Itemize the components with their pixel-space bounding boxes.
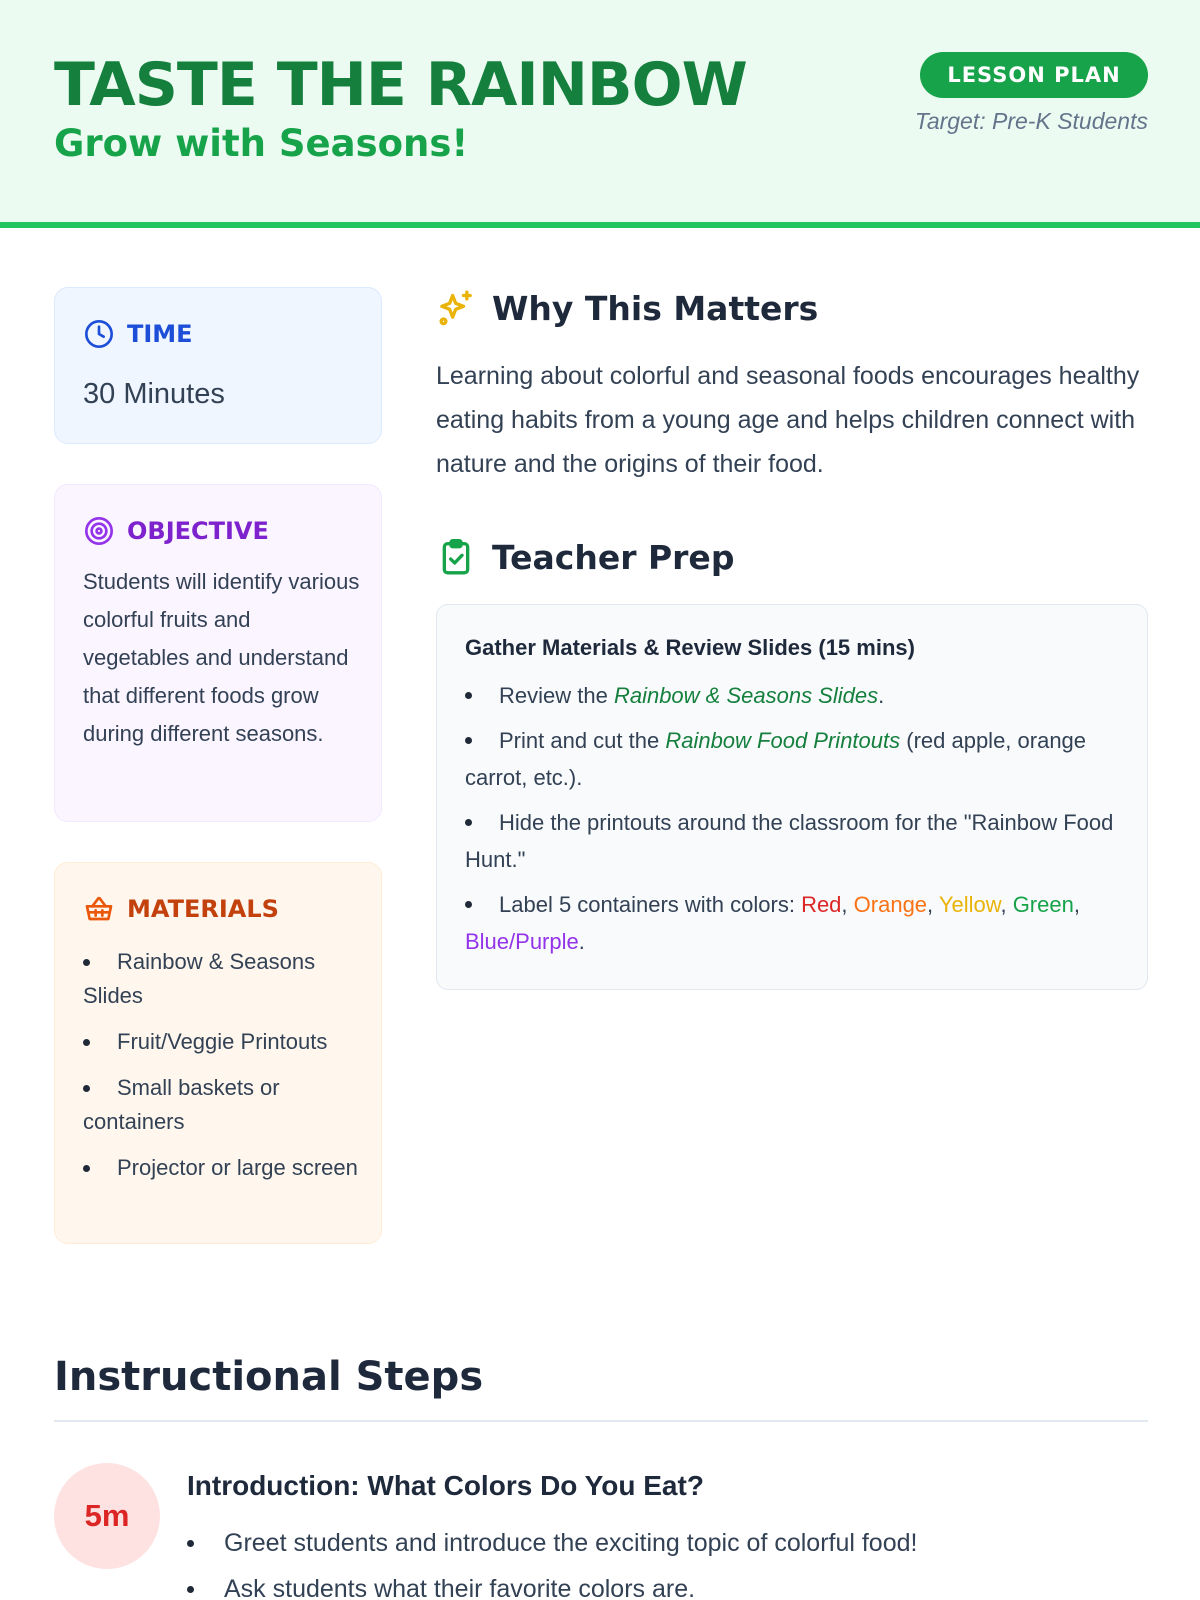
list-item-text: (red apple, orange carrot, etc.). [465,728,1087,790]
list-item [465,722,1125,796]
slides-link[interactable]: Rainbow & Seasons Slides [613,683,879,708]
lesson-title: TASTE THE RAINBOW [54,50,747,120]
target-icon [83,515,115,547]
list-item: Small baskets or containers [83,1071,363,1139]
list-item-text: Review the [499,683,614,708]
list-item-text: Label 5 containers with colors: [499,892,802,917]
color-orange: Orange [853,892,928,917]
printouts-link[interactable]: Rainbow Food Printouts [665,728,901,753]
clock-icon [83,318,115,350]
time-label: TIME [127,320,193,348]
step-duration-badge: 5m [54,1463,160,1569]
color-blue-purple: Blue/Purple [465,929,579,954]
list-item [465,886,1125,960]
list-item: Greet students and introduce the exciting topic of colorful food! [187,1523,1147,1563]
separator: , [927,892,939,917]
color-red: Red [801,892,842,917]
clipboard-check-icon [436,537,476,577]
objective-card [54,484,382,822]
list-item-text: . [578,929,585,954]
objective-label: OBJECTIVE [127,517,269,545]
lesson-plan-badge: LESSON PLAN [920,52,1148,98]
list-item: Projector or large screen [83,1151,363,1185]
step-title: Introduction: What Colors Do You Eat? [187,1470,704,1501]
separator: , [1073,892,1080,917]
list-item-text: . [878,683,885,708]
list-item: Rainbow & Seasons Slides [83,945,363,1013]
lesson-subtitle: Grow with Seasons! [54,122,469,165]
prep-heading-text: Teacher Prep [492,537,735,577]
prep-list [465,677,1125,968]
materials-card-header [83,893,279,925]
color-green: Green [1012,892,1074,917]
instructional-steps-heading: Instructional Steps [54,1354,484,1400]
time-card-header [83,318,193,350]
separator: , [841,892,854,917]
separator: , [1000,892,1013,917]
list-item-text: Print and cut the [499,728,666,753]
list-item: Ask students what their favorite colors are. [187,1569,1147,1600]
objective-card-header [83,515,269,547]
divider [54,1420,1148,1422]
list-item: Hide the printouts around the classroom for the "Rainbow Food Hunt." [465,804,1125,878]
time-value: 30 Minutes [83,378,225,410]
list-item [465,677,1125,714]
target-audience: Target: Pre-K Students [914,108,1148,134]
lesson-header [0,0,1200,228]
objective-text: Students will identify various colorful fruits and vegetables and understand that different foods grow during different seasons. [83,569,360,746]
why-text: Learning about colorful and seasonal foods encourages healthy eating habits from a young age and helps children connect with nature and the origins of their food. [436,362,1140,478]
materials-label: MATERIALS [127,895,279,923]
teacher-prep-heading [436,537,734,577]
step-bullets [187,1523,1147,1600]
why-this-matters-heading [436,288,818,328]
prep-box-title: Gather Materials & Review Slides (15 mins) [465,635,915,660]
materials-list [83,945,363,1197]
teacher-prep-box [436,604,1148,990]
why-heading-text: Why This Matters [492,288,819,328]
time-card [54,287,382,444]
basket-icon [83,893,115,925]
sparkles-icon [436,288,476,328]
materials-card [54,862,382,1244]
color-yellow: Yellow [938,892,1001,917]
list-item: Fruit/Veggie Printouts [83,1025,363,1059]
